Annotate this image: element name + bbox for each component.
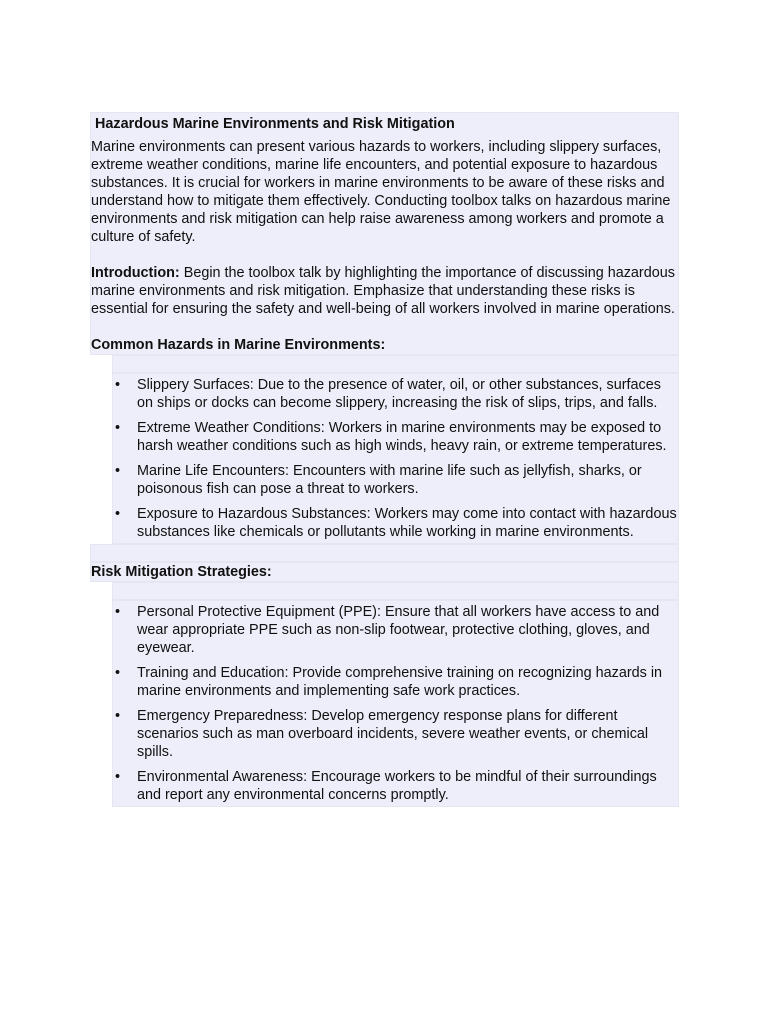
list-item-text: Extreme Weather Conditions: Workers in marine environments may be exposed to harsh weather conditions such as high winds, heavy rain, or extreme temperatures. bbox=[137, 420, 667, 454]
introduction-text: Begin the toolbox talk by highlighting the importance of discussing hazardous marine environments and risk mitigation. Emphasize that understanding these risks is essential for ensuring the safety and well-being of all workers involved in marine operations. bbox=[91, 265, 675, 317]
bullet-icon: • bbox=[115, 463, 121, 479]
hazards-spacer bbox=[112, 355, 679, 373]
list-item-text: Training and Education: Provide comprehensive training on recognizing hazards in marine environments and implementing safe work practices. bbox=[137, 665, 663, 699]
strategies-heading-band bbox=[90, 562, 679, 582]
list-item-text: Exposure to Hazardous Substances: Workers may come into contact with hazardous substances like chemicals or pollutants while working in marine environments. bbox=[137, 506, 677, 540]
introduction-label: Introduction: bbox=[91, 265, 180, 281]
list-item-text: Emergency Preparedness: Develop emergency response plans for different scenarios such as man overboard incidents, severe weather events, or chemical spills. bbox=[137, 708, 649, 760]
introduction-paragraph bbox=[91, 264, 678, 318]
hazards-heading: Common Hazards in Marine Environments: bbox=[91, 337, 386, 353]
document-body bbox=[90, 112, 679, 807]
bullet-icon: • bbox=[115, 420, 121, 436]
section-spacer bbox=[90, 544, 679, 562]
list-item-text: Marine Life Encounters: Encounters with marine life such as jellyfish, sharks, or poisonous fish can pose a threat to workers. bbox=[137, 463, 642, 497]
bullet-icon: • bbox=[115, 708, 121, 724]
strategies-heading: Risk Mitigation Strategies: bbox=[91, 564, 272, 580]
list-item bbox=[113, 419, 678, 455]
bullet-icon: • bbox=[115, 506, 121, 522]
list-item bbox=[113, 707, 678, 761]
bullet-icon: • bbox=[115, 665, 121, 681]
list-item bbox=[113, 462, 678, 498]
list-item-text: Slippery Surfaces: Due to the presence of water, oil, or other substances, surfaces on ships or docks can become slippery, increasing the risk of slips, trips, and falls. bbox=[137, 377, 661, 411]
hazards-list-band bbox=[112, 373, 679, 544]
bullet-icon: • bbox=[115, 769, 121, 785]
list-item bbox=[113, 505, 678, 541]
list-item bbox=[113, 376, 678, 412]
strategies-list bbox=[113, 603, 678, 804]
list-item bbox=[113, 603, 678, 657]
bullet-icon: • bbox=[115, 377, 121, 393]
list-item bbox=[113, 664, 678, 700]
strategies-spacer bbox=[112, 582, 679, 600]
hazards-list bbox=[113, 376, 678, 541]
strategies-list-band bbox=[112, 600, 679, 807]
list-item bbox=[113, 768, 678, 804]
list-item-text: Personal Protective Equipment (PPE): Ensure that all workers have access to and wear appropriate PPE such as non-slip footwear, protective clothing, gloves, and eyewear. bbox=[137, 604, 660, 656]
bullet-icon: • bbox=[115, 604, 121, 620]
title-band bbox=[90, 112, 679, 355]
list-item-text: Environmental Awareness: Encourage workers to be mindful of their surroundings and report any environmental concerns promptly. bbox=[137, 769, 657, 803]
intro-paragraph: Marine environments can present various hazards to workers, including slippery surfaces, extreme weather conditions, marine life encounters, and potential exposure to hazardous substances. It is crucial for workers in marine environments to be aware of these risks and understand how to mitigate them effectively. Conducting toolbox talks on hazardous marine environments and risk mitigation can help raise awareness among workers and promote a culture of safety. bbox=[91, 139, 671, 245]
document-title: Hazardous Marine Environments and Risk Mitigation bbox=[95, 116, 455, 132]
